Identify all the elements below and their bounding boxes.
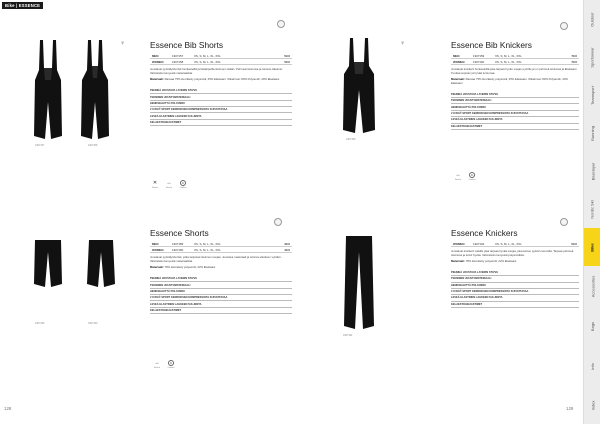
qr-icon [560, 22, 568, 30]
stretch-icon: ↔ Stretch [166, 180, 172, 189]
list-item: PEHMEÄ JOUSTAVA LAYERIN STIVVA [451, 92, 579, 98]
size-price-table [451, 53, 579, 65]
feature-list [150, 276, 292, 314]
qr-icon [560, 218, 568, 226]
list-item: TEKNINEN JOUSTOMATERIAALI [150, 94, 292, 100]
tab-teamsport[interactable]: Teamsport [590, 85, 595, 105]
page-header [0, 0, 600, 9]
tab-bike[interactable]: Bike [584, 228, 600, 266]
size-price-table [150, 53, 292, 65]
feature-icons [150, 180, 188, 189]
tab-accessories[interactable]: Accessories [590, 275, 595, 297]
qr-icon [277, 20, 285, 28]
list-item: HENKSELEITTÄ POLYAMIDI [451, 283, 579, 289]
product-info [150, 40, 292, 126]
list-item: LEVEÄ ELASTINEN LAHKEEN SULJENTA [451, 295, 579, 301]
list-item: LYCRA® SPORT KERROKSEN KOMPRESSIOTA KUIVATTAVAA [451, 289, 579, 295]
tab-sportswear[interactable]: Sportswear [590, 46, 596, 68]
tab-nordic-ski[interactable]: Nordic Ski [590, 199, 596, 219]
elastic-icon: ✕ Elastic [152, 180, 158, 189]
feature-list [451, 270, 579, 308]
feature-icons [453, 172, 477, 181]
tab-bags[interactable]: Bags [590, 321, 595, 331]
bib-knickers-image [342, 38, 376, 136]
product-material: Materiaali: 78% kierrätetty polyamidi, 22% Elastaani [451, 259, 517, 264]
list-item: LYCRA® SPORT KERROKSEN KOMPRESSIOTA KUIVATTAVAA [451, 111, 579, 117]
product-description: Joustavat knickerit naisille joka tarjoaa hyvää suojaa, joka kertoo pyörän reunoilla. Tarjoaa pehmeä istuinosa ja toimii hyvää. Valmistettu kevyestä polyamidista. [451, 249, 574, 257]
product-description: Joustavat knickerit henkseleillä joka tarjoaa hyvän suojan pyörille ja on pehmeä istuinosa ja Elastaani. Tuottaa sopivan ja hyvää tuntumaa. [451, 67, 578, 76]
list-item: HENKSELEITTÄ POLYAMIDI [150, 101, 292, 107]
bib-shorts-image-men [33, 40, 63, 142]
image-caption: 1907189 [35, 322, 45, 325]
section-tabs [583, 0, 600, 424]
size-price-table [150, 241, 292, 253]
gender-icon: ♀ [120, 40, 126, 47]
tab-baselayer[interactable]: Baselayer [590, 162, 596, 180]
product-info [451, 228, 579, 308]
product-title: Essence Shorts [150, 228, 209, 238]
table-row: WOMEN 1907160 XS, S, M, L, XL, XXL 79 € [453, 59, 577, 64]
page-number-right: 129 [566, 406, 574, 411]
list-item: HENKSELEITTÄ POLYAMIDI [451, 104, 579, 110]
product-title: Essence Knickers [451, 228, 518, 238]
product-description: Joustavat pyöräilyshortsit henkseleillä ja lisätarpeilla istuimen sisään. Pehmeä istuinosa ja toimiva olkaimet. Valmistettu kevyestä materiaalista. [150, 67, 283, 76]
list-item: PEHMEÄ JOUSTAVA LAYERIN STIVVA [150, 88, 292, 94]
list-item: KELAESTOHEIJASTIMET [451, 124, 579, 130]
tab-running[interactable]: Running [590, 125, 595, 141]
feature-icons [152, 360, 176, 369]
tab-info[interactable]: Info [589, 362, 595, 370]
tab-outdoor[interactable]: Outdoor [589, 11, 595, 27]
image-caption: 1907158 [88, 144, 98, 147]
product-info [451, 40, 579, 130]
product-info [150, 228, 292, 314]
product-description: Joustavat pyöräilyshortsit, jotka tarjoavat istuimen suojaa. Joustava materiaali ja toimiva elastinen vyötärö. Valmistettu kevyestä materiaalista. [150, 255, 282, 264]
product-title: Essence Bib Knickers [451, 40, 532, 50]
breadcrumb: Bike | ESSENCE [2, 2, 43, 9]
table-row: WOMEN 1907190 XS, S, M, L, XL, XXL 49 € [152, 247, 290, 252]
list-item: PEHMEÄ JOUSTAVA LAYERIN STIVVA [451, 270, 579, 276]
list-item: LEVEÄ ELASTINEN LAHKEEN SULJENTA [451, 117, 579, 123]
bib-shorts-image-women [80, 40, 110, 142]
comfort-icon: C Comfort [167, 361, 175, 369]
list-item: HENKSELEITTÄ POLYAMIDI [150, 289, 292, 295]
stretch-icon: ↔ Stretch [455, 172, 461, 181]
knickers-image [343, 236, 375, 331]
list-item: KELAESTOHEIJASTIMET [150, 308, 292, 314]
page-number-left: 128 [4, 406, 12, 411]
size-price-table [451, 241, 579, 247]
stretch-icon: ↔ Stretch [154, 360, 160, 369]
image-caption: 1907190 [88, 322, 98, 325]
image-caption: 1907157 [35, 144, 45, 147]
list-item: LYCRA® SPORT KERROKSEN KOMPRESSIOTA KUIVATTAVAA [150, 107, 292, 113]
product-material: Materiaali: Rasvaa 75% kierrätetty polyamidi, 25% Elastaani. Olkainmat: 80% Polyamidi, 20% Elastaani [150, 77, 280, 82]
table-row: MEN 1907157 XS, S, M, L, XL, XXL 59 € [152, 53, 290, 58]
tab-index[interactable]: Index [589, 400, 595, 410]
gender-icon: ♀ [400, 40, 406, 47]
product-title: Essence Bib Shorts [150, 40, 224, 50]
image-caption: 1907159 [346, 138, 356, 141]
list-item: LEVEÄ ELASTINEN LAHKEEN SULJENTA [150, 301, 292, 307]
feature-list [451, 92, 579, 130]
list-item: KELAESTOHEIJASTIMET [451, 302, 579, 308]
table-row: MEN 1907159 XS, S, M, L, XL, XXL 79 € [453, 53, 577, 58]
list-item: TEKNINEN JOUSTOMATERIAALI [451, 98, 579, 104]
feature-list [150, 88, 292, 126]
table-row: WOMEN 1907158 XS, S, M, L, XL, XXL 59 € [152, 59, 290, 64]
list-item: TEKNINEN JOUSTOMATERIAALI [150, 282, 292, 288]
product-material: Materiaali: Rasvaa 75% kierrätetty polyamidi, 25% Elastaani. Olkainmat: 80% Polyamidi, 20% Elastaani [451, 77, 568, 85]
list-item: LYCRA® SPORT KERROKSEN KOMPRESSIOTA KUIVATTAVAA [150, 295, 292, 301]
list-item: PEHMEÄ JOUSTAVA LAYERIN STIVVA [150, 276, 292, 282]
shorts-image-men [33, 240, 63, 290]
table-row: WOMEN 1907194 XS, S, M, L, XL, XXL 59 € [453, 241, 577, 246]
list-item: LEVEÄ ELASTINEN LAHKEEN SULJENTA [150, 113, 292, 119]
list-item: TEKNINEN JOUSTOMATERIAALI [451, 276, 579, 282]
qr-icon [274, 218, 282, 226]
comfort-icon: C Comfort [468, 173, 476, 181]
table-row: MEN 1907189 XS, S, M, L, XL, XXL 39 € [152, 241, 290, 246]
comfort-icon: C Comfort [179, 181, 187, 189]
image-caption: 1907194 [343, 334, 353, 337]
shorts-image-women [86, 240, 116, 290]
list-item: KELAESTOHEIJASTIMET [150, 120, 292, 126]
product-material: Materiaali: 78% kierrätetty polyamidi, 22% Elastaani [150, 265, 216, 270]
